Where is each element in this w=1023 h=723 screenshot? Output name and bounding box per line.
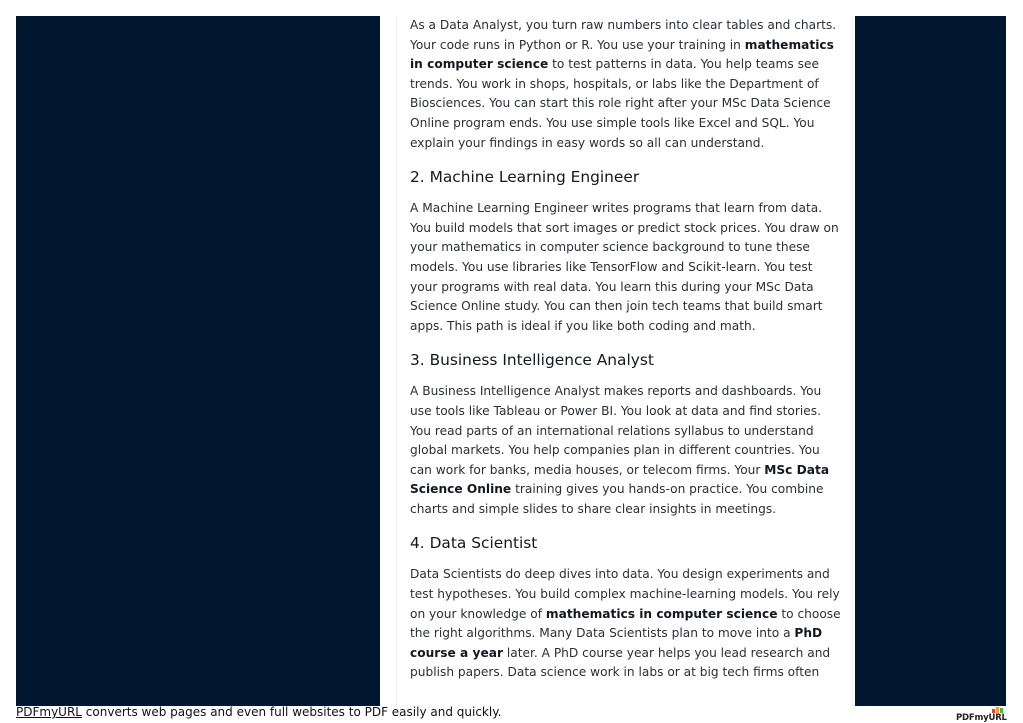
paragraph-data-scientist: Data Scientists do deep dives into data. You design experiments and test hypotheses. You build complex machine-learning models. You rely on your knowledge of mathematics in computer science to choose the right algorithms. Many Data Scientists plan to move into a PhD course a year later. A PhD course year helps you lead research and publish papers. Data science work in labs or at big tech firms often (410, 567, 841, 680)
logo-bars-icon (992, 707, 1006, 713)
bold-phrase: mathematics in computer science (410, 37, 834, 72)
logo-text: PDFmyURL (956, 713, 1007, 723)
article-card (380, 16, 855, 706)
pdfmyurl-link[interactable]: PDFmyURL (16, 705, 82, 719)
heading-data-scientist: 4. Data Scientist (410, 534, 538, 553)
article-body (396, 16, 853, 706)
bold-phrase: MSc Data Science Online (410, 462, 830, 497)
heading-machine-learning-engineer: 2. Machine Learning Engineer (410, 168, 640, 187)
bold-phrase: PhD course a year (410, 626, 823, 660)
paragraph-business-intelligence-analyst: A Business Intelligence Analyst makes reports and dashboards. You use tools like Tableau or Power BI. You look at data and find stories. You read parts of an international relations syllabus to understand global markets. You help companies plan in different countries. You can work for banks, media houses, or telecom firms. Your MSc Data Science Online training gives you hands-on practice. You combine charts and simple slides to share clear insights in meetings. (410, 384, 830, 516)
pdfmyurl-logo[interactable] (956, 710, 1007, 723)
heading-business-intelligence-analyst: 3. Business Intelligence Analyst (410, 351, 654, 370)
paragraph-data-analyst: As a Data Analyst, you turn raw numbers into clear tables and charts. Your code runs in Python or R. You use your training in mathematics in computer science to test patterns in data. You help teams see trends. You work in shops, hospitals, or labs like the Department of Biosciences. You can start this role right after your MSc Data Science Online program ends. You use simple tools like Excel and SQL. You explain your findings in easy words so all can understand. (410, 18, 837, 150)
pdfmyurl-footer (16, 705, 501, 719)
bold-phrase: mathematics in computer science (545, 606, 778, 621)
footer-text: converts web pages and even full websites to PDF easily and quickly. (81, 705, 502, 719)
paragraph-machine-learning-engineer: A Machine Learning Engineer writes programs that learn from data. You build models that sort images or predict stock prices. You draw on your mathematics in computer science background to tune these models. You use libraries like TensorFlow and Scikit-learn. You test your programs with real data. You learn this during your MSc Data Science Online study. You can then join tech teams that build smart apps. This path is ideal if you like both coding and math. (410, 201, 839, 333)
